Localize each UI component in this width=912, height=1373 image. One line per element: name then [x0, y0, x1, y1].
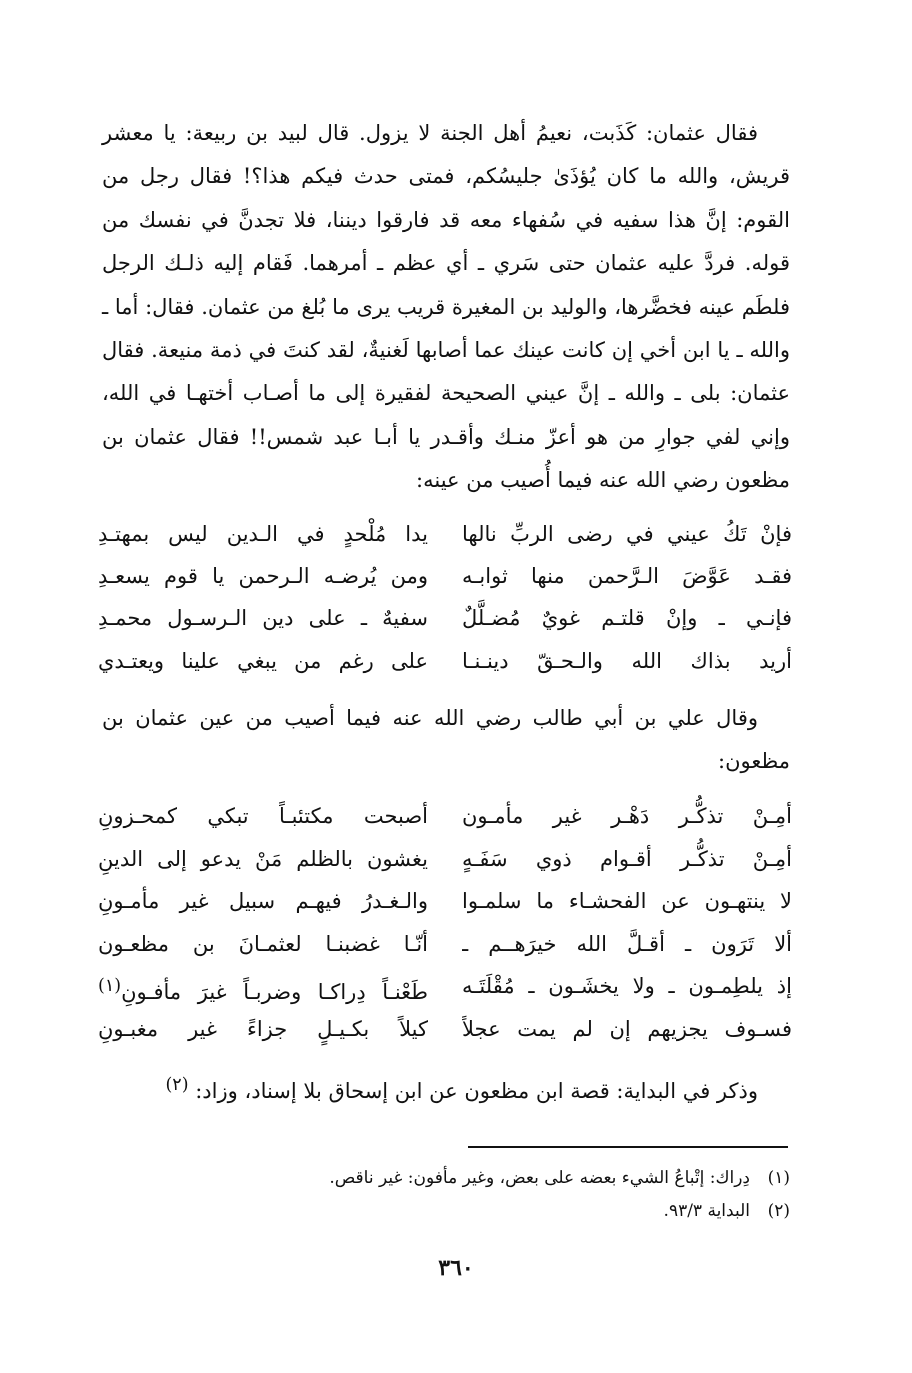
footnote-text: البداية ٩٣/٣.	[663, 1201, 750, 1221]
footnote-marker[interactable]: (٢)	[165, 1075, 189, 1095]
verse-line	[98, 555, 792, 597]
footnote-number: (١)	[767, 1168, 790, 1188]
paragraph-uthman-story: فقال عثمان: كَذَبت، نعيمُ أهل الجنة لا يزول. قال لبيد بن ربيعة: يا معشر قريش، والله ما كان يُؤذَىٰ جليسُكم، فمتى حدث فيكم هذا؟! فقال رجل من القوم: إنَّ هذا سفيه في سُفهاء معه قد فارقوا ديننا، فلا تجدنَّ في نفسك من قوله. فردَّ عليه عثمان حتى سَري ـ أي عظم ـ أمرهما. فَقام إليه ذلـك الرجل فلطَم عينه فخضَّرها، والوليد بن المغيرة قريب يرى ما بُلغ من عثمان. فقال: أما ـ والله ـ يا ابن أخي إن كانت عينك عما أصابها لَغنيةٌ، لقد كنتَ في ذمة منيعة. فقال عثمان: بلى ـ والله ـ إنَّ عيني الصحيحة لفقيرة إلى ما أصـاب أختهـا في الله، وإني لفي جوارِ من هو أعزّ منـك وأقـدر يا أبـا عبد شمس!! فقال عثمان بن مظعون رضي الله عنه فيما أُصيب من عينه:	[102, 121, 790, 493]
verse-first-hemistich: إذ يلطِمـون ـ ولا يخشَـون ـ مُقْلَتَـه	[462, 974, 792, 998]
verse-first-hemistich: فإنْ تَكُ عيني في رضى الربِّ نالها	[462, 522, 792, 546]
footnote-number: (٢)	[767, 1201, 790, 1221]
paragraph-text: وذكر في البداية: قصة ابن مظعون عن ابن إسحاق بلا إسناد، وزاد:	[195, 1079, 758, 1103]
verse-line	[98, 513, 792, 555]
paragraph-ali-intro: وقال علي بن أبي طالب رضي الله عنه فيما أصيب من عين عثمان بن مظعون:	[102, 706, 790, 774]
verse-line	[98, 965, 792, 1008]
footnote-text: دِراك: إتْباعُ الشيء بعضه على بعض، وغير مأفون: غير ناقص.	[329, 1168, 750, 1188]
verse-second-hemistich: ومن يُرضـه الـرحمن يا قوم يسعـدِ	[98, 564, 428, 589]
verse-second-hemistich: يدا مُلْحدٍ في الـدين ليس بمهتـدِ	[98, 522, 428, 546]
verse-first-hemistich: فسـوف يجزيهم إن لم يمت عجلاً	[462, 1016, 792, 1041]
verse-text: طَعْنـاً دِراكـا وضربـاً غيرَ مأفـونِ	[121, 980, 428, 1004]
footnote	[200, 1162, 790, 1195]
verse-second-hemistich	[98, 965, 428, 1013]
footnote-marker[interactable]: (١)	[98, 976, 122, 996]
verse-line	[98, 597, 792, 639]
page-number: ٣٦٠	[438, 1255, 474, 1281]
verse-first-hemistich: أمِـنْ تذكُّـر أقـوام ذوي سَفَـهٍ	[462, 846, 792, 871]
paragraph-bidaya	[102, 1064, 790, 1113]
footnote-divider	[468, 1146, 788, 1148]
verse-second-hemistich: سفيهٌ ـ على دين الـرسـول محمـدِ	[98, 606, 428, 631]
footnote	[200, 1195, 790, 1228]
verse-line	[98, 838, 792, 881]
verse-second-hemistich: والـغـدرُ فيهـم سبيل غير مأمـونِ	[98, 889, 428, 913]
prose-block	[102, 1064, 790, 1113]
verse-line	[98, 923, 792, 966]
verse-first-hemistich: أمِـنْ تذكُّـر دَهْـر غير مأمـون	[462, 804, 792, 828]
verse-second-hemistich: كيلاً بكـيـلٍ جزاءً غير مغبـونِ	[98, 1016, 428, 1041]
footnotes	[200, 1162, 790, 1228]
verse-line	[98, 880, 792, 923]
verse-line	[98, 795, 792, 838]
verse-first-hemistich: ألا تَرَون ـ أقـلَّ الله خيرَهــم ـ	[462, 931, 792, 956]
verse-first-hemistich: لا ينتهـون عن الفحشـاء ما سلمـوا	[462, 889, 792, 913]
poem-uthman	[98, 513, 792, 682]
prose-block	[102, 112, 790, 503]
verse-second-hemistich: على رغم من يبغي علينا ويعتـدي	[98, 648, 428, 673]
verse-second-hemistich: أصبحت مكتئبـاً تبكي كمحـزونِ	[98, 804, 428, 828]
verse-line	[98, 1008, 792, 1051]
verse-second-hemistich: يغشون بالظلم مَنْ يدعو إلى الدينِ	[98, 846, 428, 871]
verse-first-hemistich: فقـد عَوَّضَ الـرَّحمن منها ثوابـه	[462, 564, 792, 589]
verse-second-hemistich: أنّـا غضبنـا لعثمـانَ بن مظعـون	[98, 931, 428, 956]
verse-first-hemistich: أريد بذاك الله والـحـقّ دينـنـا	[462, 648, 792, 673]
verse-first-hemistich: فإنـي ـ وإنْ قلتـم غويٌ مُضـلَّلٌ	[462, 606, 792, 631]
verse-line	[98, 640, 792, 682]
prose-block	[102, 697, 790, 784]
poem-ali	[98, 795, 792, 1050]
